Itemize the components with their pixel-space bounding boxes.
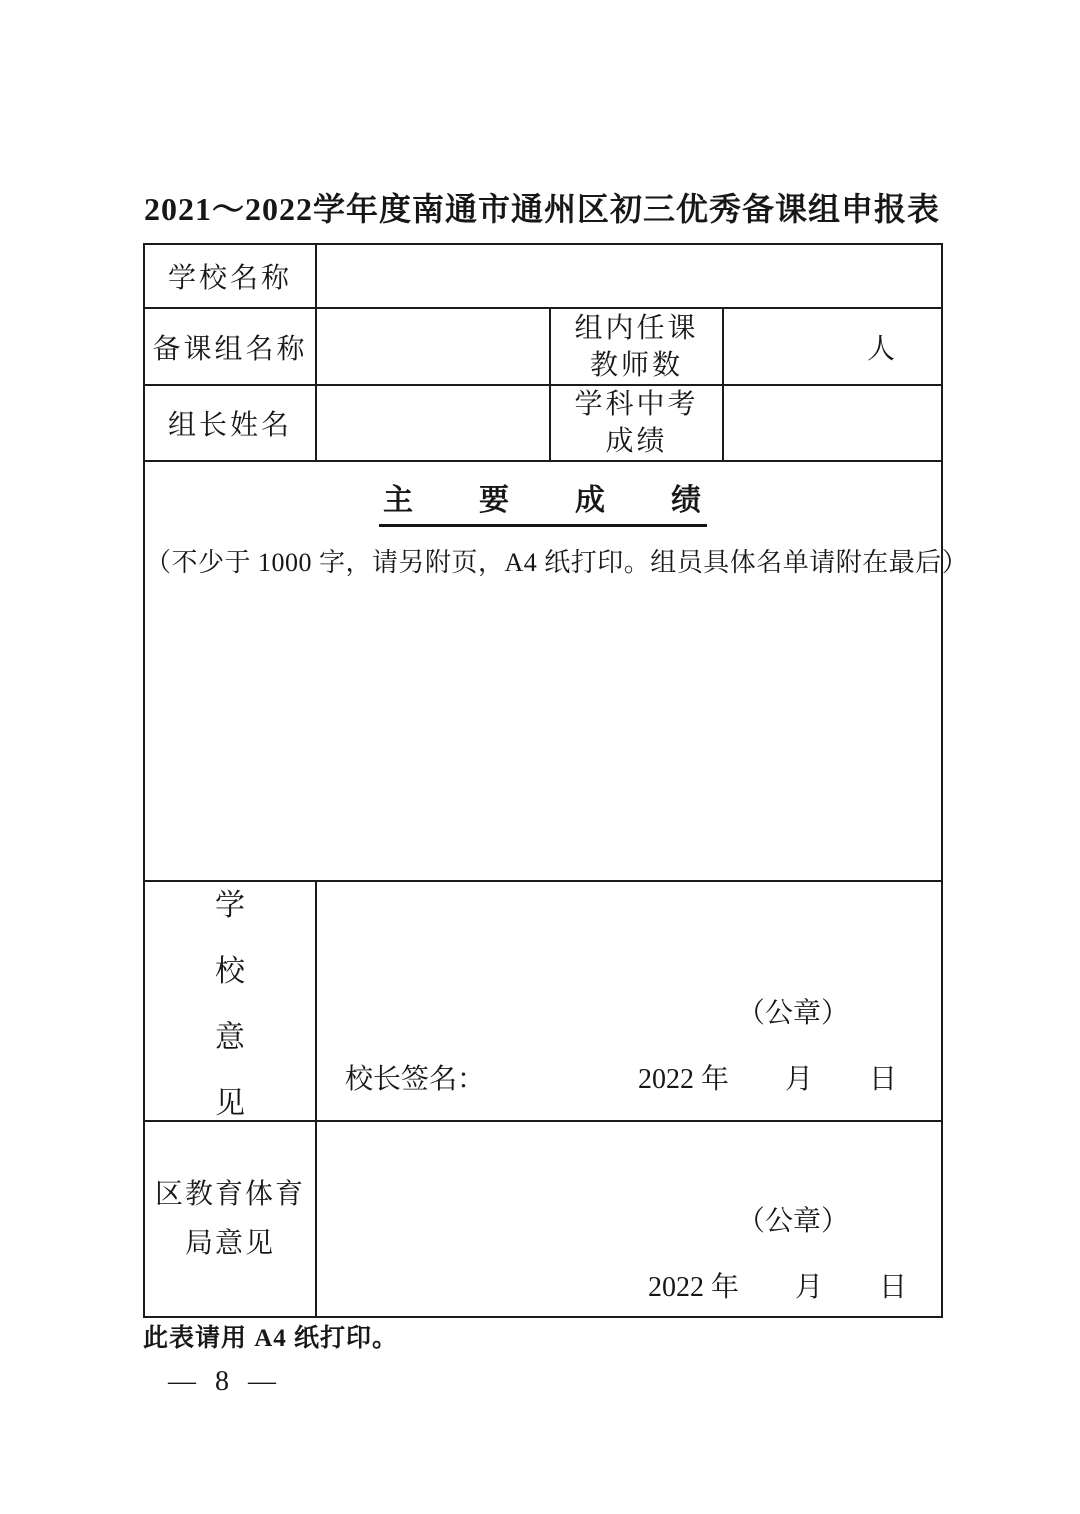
school-name-label: 学校名称 [144,244,316,308]
district-opinion-field[interactable] [316,1121,942,1317]
school-opinion-body [317,883,941,1119]
school-opinion-label-char-4: 见 [215,1087,245,1120]
principal-signature-label: 校长签名： [345,1064,486,1095]
print-instruction: 此表请用 A4 纸打印。 [143,1325,399,1352]
achievements-cell [144,461,969,881]
row-school-opinion [144,881,942,1121]
school-opinion-label-char-1: 学 [215,889,245,922]
row-achievements [144,461,942,881]
school-opinion-label-char-3: 意 [215,1021,245,1054]
row-school-name [144,244,942,308]
school-opinion-label-char-2: 校 [215,955,245,988]
school-opinion-field[interactable] [316,881,942,1121]
application-form-table [143,243,969,1318]
district-opinion-label-line2: 局意见 [184,1228,275,1259]
exam-score-label-line1: 学科中考 [574,389,699,420]
district-opinion-seal: （公章） [737,1206,850,1237]
exam-score-field[interactable] [723,385,942,461]
teacher-count-label [550,308,723,385]
achievements-write-area[interactable] [145,579,941,879]
district-opinion-label-line1: 区教育体育 [154,1179,305,1210]
school-opinion-signature-row [317,1057,941,1097]
school-opinion-seal: （公章） [737,998,850,1029]
achievements-note: （不少于 1000 字，请另附页，A4 纸打印。组员具体名单请附在最后） [145,548,969,577]
district-opinion-date: 2022 年 月 日 [648,1272,908,1303]
teacher-count-field[interactable] [723,308,942,385]
row-district-opinion [144,1121,942,1317]
district-opinion-body [317,1123,941,1315]
page-number: — 8 — [168,1366,282,1397]
exam-score-label [550,385,723,461]
group-name-field[interactable] [316,308,550,385]
school-name-field[interactable] [316,244,942,308]
row-leader-name [144,385,942,461]
group-name-label: 备课组名称 [144,308,316,385]
row-group-name [144,308,942,385]
district-opinion-label [144,1121,316,1317]
teacher-count-label-line2: 教师数 [589,349,683,381]
exam-score-label-line2: 成绩 [605,426,668,457]
achievements-title: 主 要 成 绩 [379,475,707,527]
page-title: 2021～2022学年度南通市通州区初三优秀备课组申报表 [143,191,940,227]
achievements-title-wrap [145,463,941,527]
teacher-count-label-line1: 组内任课 [574,312,699,344]
leader-name-field[interactable] [316,385,550,461]
school-opinion-label-chars [145,883,315,1119]
teacher-count-unit: 人 [867,333,896,365]
school-opinion-date: 2022 年 月 日 [638,1064,898,1095]
school-opinion-label [144,881,316,1121]
leader-name-label: 组长姓名 [144,385,316,461]
